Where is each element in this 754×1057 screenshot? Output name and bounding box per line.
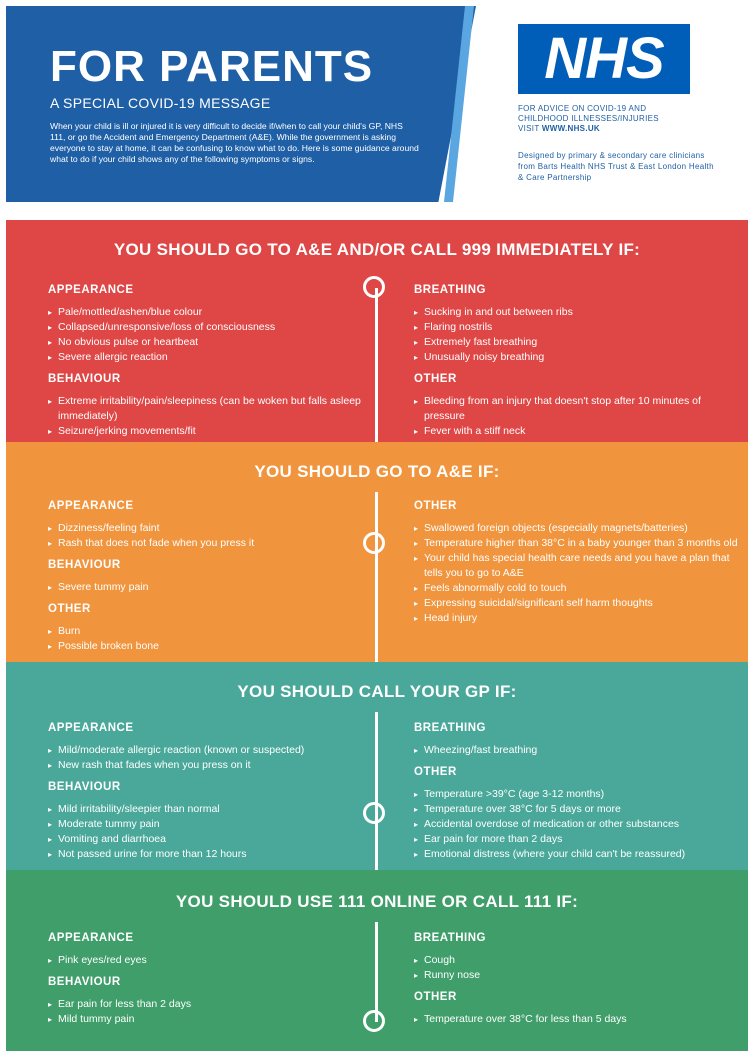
group-heading: APPEARANCE — [48, 722, 134, 734]
list-item: ▸ Unusually noisy breathing — [414, 350, 744, 365]
symptom-list — [414, 787, 744, 862]
right-column — [414, 500, 744, 634]
symptom-list — [414, 394, 744, 439]
advice-text — [518, 104, 718, 134]
list-item: ▸ Accidental overdose of medication or other substances — [414, 817, 744, 832]
symptom-list — [414, 953, 744, 983]
group-heading: BEHAVIOUR — [48, 559, 121, 571]
group-heading: BREATHING — [414, 284, 487, 296]
group-heading: BREATHING — [414, 722, 487, 734]
section-title: YOU SHOULD GO TO A&E IF: — [254, 462, 500, 481]
list-item: ▸ Temperature >39°C (age 3-12 months) — [414, 787, 744, 802]
group-heading: APPEARANCE — [48, 284, 134, 296]
left-column — [48, 932, 378, 1035]
list-item: ▸ Vomiting and diarrhoea — [48, 832, 378, 847]
group-heading: OTHER — [414, 991, 457, 1003]
group-heading: APPEARANCE — [48, 500, 134, 512]
list-item: ▸ Cough — [414, 953, 744, 968]
symptom-list — [48, 305, 378, 365]
right-column — [414, 284, 744, 447]
list-item: ▸ Expressing suicidal/significant self harm thoughts — [414, 596, 744, 611]
group-heading: BREATHING — [414, 932, 487, 944]
list-item: ▸ Burn — [48, 624, 378, 639]
list-item: ▸ Head injury — [414, 611, 744, 626]
nhs-logo: NHS — [518, 24, 690, 94]
group-heading: OTHER — [414, 373, 457, 385]
symptom-list — [414, 305, 744, 365]
list-item: ▸ No obvious pulse or heartbeat — [48, 335, 378, 350]
group-heading: APPEARANCE — [48, 932, 134, 944]
list-item: ▸ Runny nose — [414, 968, 744, 983]
symptom-list — [48, 394, 378, 439]
list-item: ▸ Temperature over 38°C for 5 days or more — [414, 802, 744, 817]
right-column — [414, 932, 744, 1035]
list-item: ▸ Temperature over 38°C for less than 5 days — [414, 1012, 744, 1027]
advice-line: VISIT — [518, 124, 542, 133]
list-item: ▸ Fever with a stiff neck — [414, 424, 744, 439]
list-item: ▸ Moderate tummy pain — [48, 817, 378, 832]
left-column — [48, 500, 378, 662]
group-heading: BEHAVIOUR — [48, 976, 121, 988]
section-111 — [6, 870, 748, 1051]
list-item: ▸ Possible broken bone — [48, 639, 378, 654]
list-item: ▸ Ear pain for less than 2 days — [48, 997, 378, 1012]
section-gp — [6, 662, 748, 870]
list-item: ▸ Mild tummy pain — [48, 1012, 378, 1027]
page-title: FOR PARENTS — [50, 42, 374, 91]
section-title: YOU SHOULD USE 111 ONLINE OR CALL 111 IF: — [175, 892, 579, 911]
group-heading: OTHER — [414, 766, 457, 778]
list-item: ▸ Mild/moderate allergic reaction (known or suspected) — [48, 743, 378, 758]
page-subtitle: A SPECIAL COVID-19 MESSAGE — [50, 95, 271, 111]
list-item: ▸ Not passed urine for more than 12 hours — [48, 847, 378, 862]
list-item: ▸ Your child has special health care needs and you have a plan that tells you to go to A&E — [414, 551, 744, 581]
list-item: ▸ Swallowed foreign objects (especially magnets/batteries) — [414, 521, 744, 536]
symptom-list — [414, 1012, 744, 1027]
group-heading: BEHAVIOUR — [48, 781, 121, 793]
designed-by-text: Designed by primary & secondary care clinicians from Barts Health NHS Trust & East London Health & Care Partnership — [518, 151, 714, 182]
list-item: ▸ Wheezing/fast breathing — [414, 743, 744, 758]
symptom-list — [48, 802, 378, 862]
symptom-list — [48, 521, 378, 551]
symptom-list — [48, 997, 378, 1027]
intro-text: When your child is ill or injured it is very difficult to decide if/when to call your child's GP, NHS 111, or go the Accident and Emergency Department (A&E). While the government is asking everyone to stay at home, it can be confusing to know what to do. Here is some guidance around what to do if your child shows any of the following symptoms or signs. — [50, 121, 419, 164]
group-heading: BEHAVIOUR — [48, 373, 121, 385]
list-item: ▸ Severe allergic reaction — [48, 350, 378, 365]
list-item: ▸ Rash that does not fade when you press it — [48, 536, 378, 551]
group-heading: OTHER — [48, 603, 91, 615]
list-item: ▸ Sucking in and out between ribs — [414, 305, 744, 320]
symptom-list — [48, 743, 378, 773]
left-column — [48, 722, 378, 870]
poster — [6, 6, 748, 1051]
advice-line: CHILDHOOD ILLNESSES/INJURIES — [518, 114, 659, 123]
list-item: ▸ Pink eyes/red eyes — [48, 953, 378, 968]
list-item: ▸ Dizziness/feeling faint — [48, 521, 378, 536]
section-999 — [6, 220, 748, 442]
list-item: ▸ Flaring nostrils — [414, 320, 744, 335]
list-item: ▸ Ear pain for more than 2 days — [414, 832, 744, 847]
list-item: ▸ Mild irritability/sleepier than normal — [48, 802, 378, 817]
list-item: ▸ Seizure/jerking movements/fit — [48, 424, 378, 439]
right-column — [414, 722, 744, 870]
group-heading: OTHER — [414, 500, 457, 512]
symptom-list — [48, 953, 378, 968]
list-item: ▸ New rash that fades when you press on it — [48, 758, 378, 773]
list-item: ▸ Collapsed/unresponsive/loss of consciousness — [48, 320, 378, 335]
list-item: ▸ Pale/mottled/ashen/blue colour — [48, 305, 378, 320]
section-title: YOU SHOULD GO TO A&E AND/OR CALL 999 IMMEDIATELY IF: — [113, 240, 641, 259]
list-item: ▸ Severe tummy pain — [48, 580, 378, 595]
symptom-list — [48, 624, 378, 654]
advice-line: FOR ADVICE ON COVID-19 AND — [518, 104, 647, 113]
list-item: ▸ Temperature higher than 38°C in a baby younger than 3 months old — [414, 536, 744, 551]
nhs-website-link[interactable]: WWW.NHS.UK — [541, 124, 600, 133]
left-column — [48, 284, 378, 447]
list-item: ▸ Bleeding from an injury that doesn't stop after 10 minutes of pressure — [414, 394, 744, 424]
list-item: ▸ Emotional distress (where your child can't be reassured) — [414, 847, 744, 862]
list-item: ▸ Extreme irritability/pain/sleepiness (can be woken but falls asleep immediately) — [48, 394, 378, 424]
section-ae — [6, 442, 748, 662]
symptom-list — [414, 743, 744, 758]
section-title: YOU SHOULD CALL YOUR GP IF: — [237, 682, 517, 701]
symptom-list — [48, 580, 378, 595]
list-item: ▸ Feels abnormally cold to touch — [414, 581, 744, 596]
symptom-list — [414, 521, 744, 626]
list-item: ▸ Extremely fast breathing — [414, 335, 744, 350]
